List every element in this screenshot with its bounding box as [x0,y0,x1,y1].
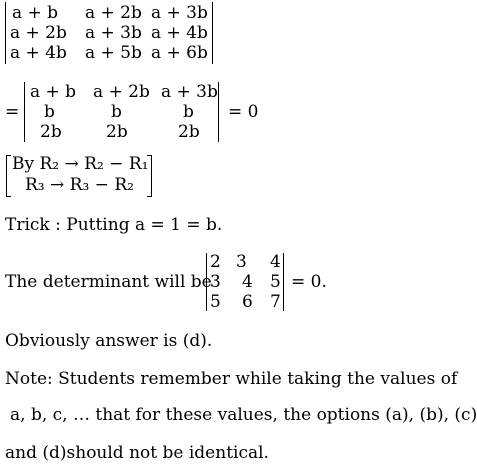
matrix-cell: 3 [236,252,247,272]
matrix-cell: a + 4b [151,23,208,43]
matrix-cell: 5 [270,272,281,292]
determinant-1-left-bar [5,2,6,64]
note-line-1: Note: Students remember while taking the values of [5,369,458,389]
result-equals-zero: = 0. [291,272,327,292]
matrix-cell: 3 [210,272,221,292]
matrix-cell: a + b [30,82,77,102]
matrix-cell: 4 [242,272,253,292]
numeric-determinant-line [0,250,340,316]
note-line-3: and (d)should not be identical. [5,443,269,463]
row-operations [0,154,170,200]
note-line-2: a, b, c, … that for these values, the options (a), (b), (c) [10,405,477,425]
equals-sign: = [5,102,20,122]
matrix-cell: a + 6b [151,43,208,63]
determinant-3-right-bar [283,253,284,311]
matrix-cell: b [44,102,55,122]
determinant-1-right-bar [212,2,213,64]
left-bracket [6,155,11,197]
matrix-cell: a + 3b [85,23,142,43]
matrix-cell: b [111,102,122,122]
determinant-1 [0,0,220,68]
determinant-2-right-bar [218,82,219,142]
matrix-cell: a + 3b [151,3,208,23]
matrix-cell: 2b [40,122,62,142]
matrix-cell: a + 5b [85,43,142,63]
matrix-cell: 4 [270,252,281,272]
operation-1: By R₂ → R₂ − R₁ [12,154,149,174]
determinant-3-left-bar [206,253,207,311]
determinant-2-left-bar [24,82,25,142]
determinant-intro: The determinant will be [5,272,212,292]
matrix-cell: 2b [106,122,128,142]
matrix-cell: 2b [178,122,200,142]
operation-2: R₃ → R₃ − R₂ [25,175,134,195]
matrix-cell: a + 2b [10,23,67,43]
right-bracket [147,155,152,197]
matrix-cell: 7 [270,292,281,312]
result-equals-zero: = 0 [228,102,259,122]
trick-line: Trick : Putting a = 1 = b. [5,215,223,235]
matrix-cell: a + b [12,3,59,23]
matrix-cell: 5 [210,292,221,312]
determinant-2-line [0,80,300,146]
matrix-cell: 6 [242,292,253,312]
matrix-cell: b [183,102,194,122]
matrix-cell: a + 3b [161,82,218,102]
matrix-cell: a + 2b [85,3,142,23]
answer-line: Obviously answer is (d). [5,331,213,351]
matrix-cell: a + 2b [93,82,150,102]
matrix-cell: 2 [210,252,221,272]
matrix-cell: a + 4b [10,43,67,63]
